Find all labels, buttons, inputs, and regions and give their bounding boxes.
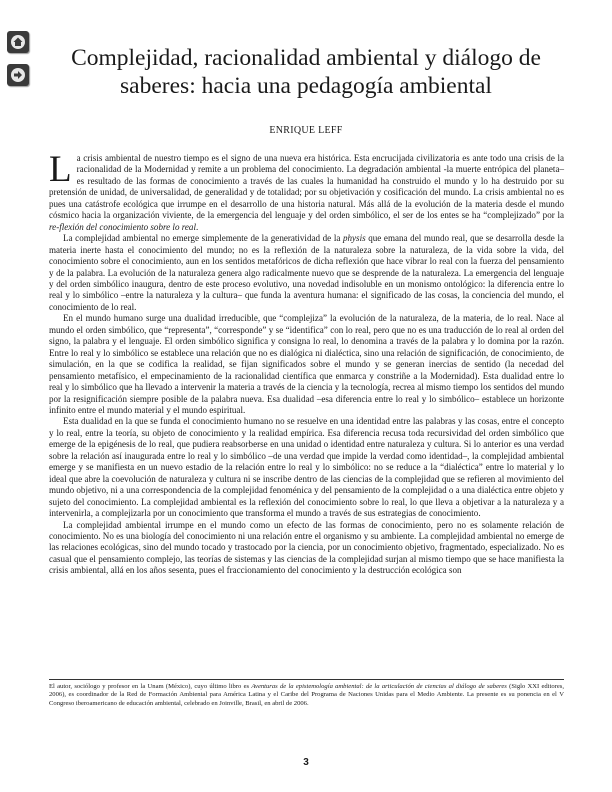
paragraph-5: La complejidad ambiental irrumpe en el mundo como un efecto de las formas de conocimiento, pero no es solamente relación de conocimiento. No es una biología del conocimiento ni una relación entre el organismo y su ambiente. La complejidad ambiental no emerge de las relaciones ecológicas, sino del mundo tocado y trastocado por la ciencia, por un conocimiento objetivo, fragmentado, especializado. No es casual que el pensamiento complejo, las teorías de sistemas y las ciencias de la complejidad surjan al mismo tiempo que se hace manifiesta la crisis ambiental, allá en los años sesenta, pues el fraccionamiento del conocimiento y la destrucción ecológica son (49, 519, 564, 576)
next-page-button[interactable] (7, 64, 29, 86)
article-title: Complejidad, racionalidad ambiental y diálogo de saberes: hacia una pedagogía ambiental (71, 45, 541, 99)
footnote-divider (49, 679, 564, 680)
author-name: ENRIQUE LEFF (269, 125, 343, 136)
home-icon (10, 34, 26, 50)
drop-cap: L (49, 149, 72, 190)
paragraph-3: En el mundo humano surge una dualidad irreducible, que “complejiza” la evolución de la naturaleza, de la materia, de lo real. Nace al mundo el orden simbólico, que “representa”, “corresponde” y se “identifica” con lo real, pero que no es una traducción de lo real al orden del signo, la palabra y el lenguaje. El orden simbólico significa y consigna lo real, lo denomina a través de la palabra y lo domina por la razón. Entre lo real y lo simbólico se establece una relación que no es dialógica ni dialéctica, sino una relación de significación, de conocimiento, de simulación, en la que se codifica la realidad, se fijan significados sobre el mundo y se generan inercias de sentido (la necedad del pensamiento metafísico, el empecinamiento de la racionalidad científica que enmarca y constriñe a la Modernidad). Esta dualidad entre lo real y lo simbólico que ha llevado a intervenir la materia a través de la ciencia y la tecnología, recrea al mismo tiempo los sentidos del mundo por la resignificación siempre posible de la palabra nueva. Esa dualidad –esa diferencia entre lo real y lo simbólico– establece un horizonte infinito entre el mundo material y el mundo espiritual. (49, 313, 564, 415)
paragraph-4: Esta dualidad en la que se funda el conocimiento humano no se resuelve en una identidad entre las palabras y las cosas, entre el concepto y lo real, entre la teoría, su objeto de conocimiento y la realidad empírica. Esa diferencia recusa toda recursividad del orden simbólico que emerge de la epigénesis de lo real, que pudiera reabsorberse en una unidad o identidad entre naturaleza y cultura. Si lo anterior es una verdad sobre la relación así inaugurada entre lo real y lo simbólico –de una verdad que impide la verdad como identidad–, la complejidad ambiental emerge y se manifiesta en un nuevo estadio de la relación entre lo real y lo simbólico: no se reduce a la “dialéctica” entre lo material y lo ideal que abre la coevolución de naturaleza y cultura ni se inscribe dentro de las ciencias de la complejidad que se refieren al movimiento del mundo objetivo, ni a una correspondencia de la complejidad fenoménica y del pensamiento de la complejidad o a una dialéctica entre objeto y sujeto del conocimiento. La complejidad ambiental es la reflexión del conocimiento sobre lo real, lo que lleva a objetivar a la naturaleza y a intervenirla, a complejizarla por un conocimiento que transforma el mundo a través de sus estrategias de conocimiento. (49, 416, 564, 519)
paragraph-1: La crisis ambiental de nuestro tiempo es el signo de una nueva era histórica. Esta encrucijada civilizatoria es ante todo una crisis de la racionalidad de la Modernidad y remite a un problema del conocimiento. La degradación ambiental -la muerte entrópica del planeta– es resultado de las formas de conocimiento a través de las cuales la humanidad ha construido el mundo y lo ha destruido por su pretensión de unidad, de universalidad, de generalidad y de totalidad; por su objetivación y cosificación del mundo. La crisis ambiental no es pues una catástrofe ecológica que irrumpe en el desarrollo de una historia natural. Más allá de la evolución de la materia desde el mundo cósmico hacia la organización viviente, de la emergencia del lenguaje y del orden simbólico, el ser de los entes se ha “complejizado” por la re-flexión del conocimiento sobre lo real. (49, 149, 564, 232)
author-footnote: El autor, sociólogo y profesor en la Unam (México), cuyo último libro es Aventuras de la epistemología ambiental: de la articulación de ciencias al diálogo de saberes (Siglo XXI editores, 2006), es coordinador de la Red de Formación Ambiental para América Latina y el Caribe del Programa de Naciones Unidas para el Medio Ambiente. La presente es su ponencia en el V Congreso iberoamericano de educación ambiental, celebrado en Joinville, Brasil, en abril de 2006. (49, 683, 565, 707)
home-button[interactable] (7, 31, 29, 53)
arrow-right-icon (10, 67, 26, 83)
paragraph-2: La complejidad ambiental no emerge simplemente de la generatividad de la physis que emana del mundo real, que se desarrolla desde la materia inerte hasta el conocimiento del mundo; no es la reflexión de la naturaleza sobre la naturaleza, de la vida sobre la vida, del conocimiento sobre el conocimiento, aun en los sentidos metafóricos de dicha reflexión que hace vibrar lo real con la fuerza del pensamiento y de la palabra. La evolución de la naturaleza genera algo radicalmente nuevo que se desprende de la naturaleza. La emergencia del lenguaje y del orden simbólico inaugura, dentro de este proceso evolutivo, una novedad indisoluble en un monismo ontológico: la diferencia entre lo real y lo simbólico –entre la naturaleza y la cultura– que funda la aventura humana: el significado de las cosas, la conciencia del mundo, el conocimiento de lo real. (49, 233, 564, 312)
page-number: 3 (303, 757, 309, 768)
article-body (49, 149, 564, 577)
